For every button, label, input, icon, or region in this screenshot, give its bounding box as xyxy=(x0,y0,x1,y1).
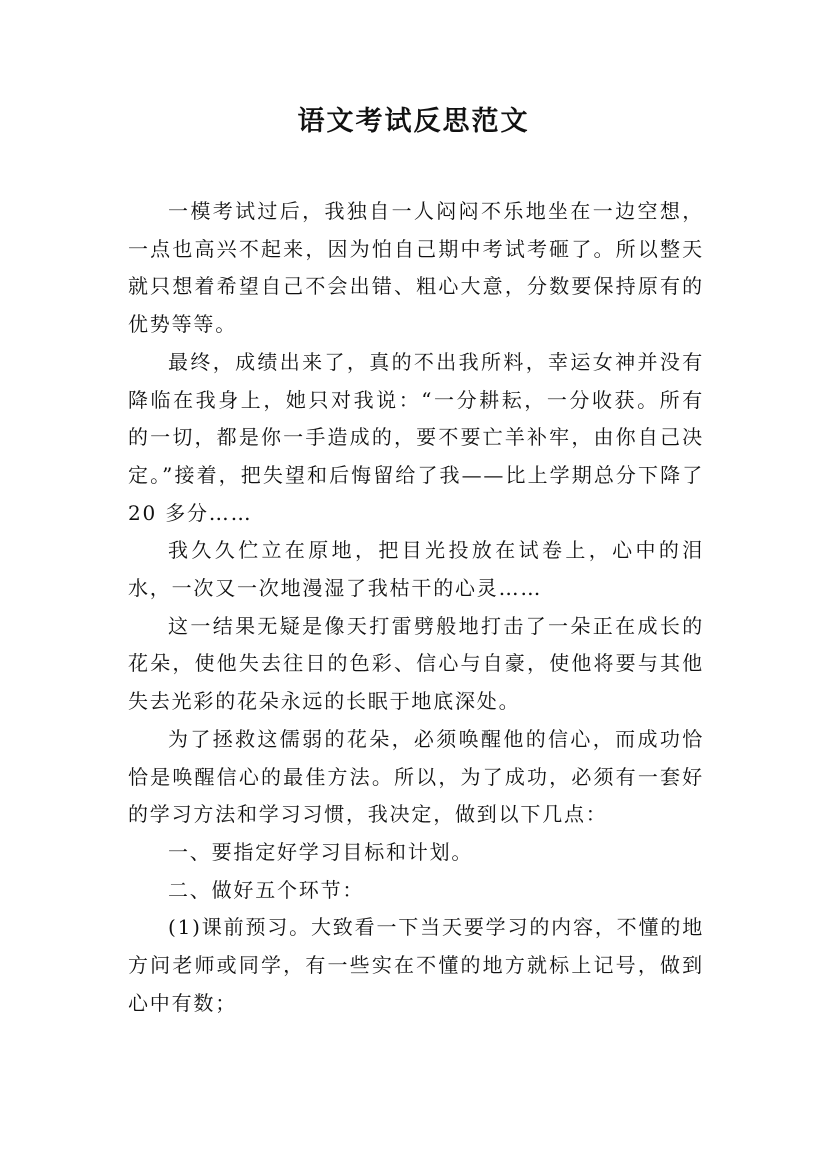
paragraph-7: 二、做好五个环节： xyxy=(168,877,365,902)
paragraph-1: 一模考试过后，我独自一人闷闷不乐地坐在一边空想，一点也高兴不起来，因为怕自己期中考试考砸了。所以整天就只想着希望自己不会出错、粗心大意，分数要保持原有的优势等等。 xyxy=(128,199,704,337)
paragraph-6: 一、要指定好学习目标和计划。 xyxy=(168,839,474,864)
paragraph-5: 为了拯救这儒弱的花朵，必须唤醒他的信心，而成功恰恰是唤醒信心的最佳方法。所以，为了成功，必须有一套好的学习方法和学习习惯，我决定，做到以下几点： xyxy=(128,726,704,827)
paragraph-2: 最终，成绩出来了，真的不出我所料，幸运女神并没有降临在我身上，她只对我说：“一分耕耘，一分收获。所有的一切，都是你一手造成的，要不要亡羊补牢，由你自己决定。”接着，把失望和后悔留给了我——比上学期总分下降了 20 多分…… xyxy=(128,349,704,525)
paragraph-3: 我久久伫立在原地，把目光投放在试卷上，心中的泪水，一次又一次地漫湿了我枯干的心灵…… xyxy=(128,538,704,601)
document-title: 语文考试反思范文 xyxy=(297,106,530,137)
paragraph-4: 这一结果无疑是像天打雷劈般地打击了一朵正在成长的花朵，使他失去往日的色彩、信心与自豪，使他将要与其他失去光彩的花朵永远的长眠于地底深处。 xyxy=(128,613,704,714)
document-body xyxy=(128,193,704,1022)
paragraph-8: (1)课前预习。大致看一下当天要学习的内容，不懂的地方问老师或同学，有一些实在不懂的地方就标上记号，做到心中有数； xyxy=(128,915,704,1015)
